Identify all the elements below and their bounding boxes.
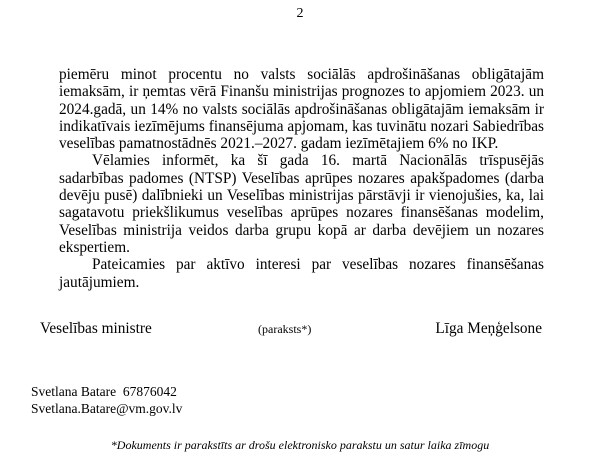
contact-name-phone: Svetlana Batare 67876042: [31, 384, 177, 399]
signature-block: [0, 320, 600, 340]
signatory-title: Veselības ministre: [40, 320, 152, 337]
paragraph-continuation: piemēru minot procentu no valsts sociālās apdrošināšanas obligātajām iemaksām, ir ņemtas vērā Finanšu ministrijas prognozes to apjomiem 2023. un 2024.gadā, un 14% no valsts sociālās apdrošināšanas obligātajām iemaksām ir indikatīvais iezīmējums finansējuma apjomam, kas tuvinātu nozari Sabiedrības veselības pamatnostādnēs 2021.–2027. gadam iezīmētajiem 6% no IKP.: [59, 66, 544, 153]
signature-mark: (paraksts*): [258, 322, 312, 336]
letter-body: [59, 66, 544, 291]
page-number: 2: [296, 6, 304, 21]
signature-footnote: *Dokuments ir parakstīts ar drošu elektronisko parakstu un satur laika zīmogu: [110, 438, 490, 452]
paragraph-working-group: Vēlamies informēt, ka šī gada 16. martā Nacionālās trīspusējās sadarbības padomes (NTSP) Veselības aprūpes nozares apakšpadomes (darba devēju pusē) dalībnieki un Veselības ministrijas pārstāvji ir vienojušies, ka, lai sagatavotu priekšlikumus veselības aprūpes nozares finansēšanas modelim, Veselības ministrija veidos darba grupu kopā ar darba devējiem un nozares ekspertiem.: [59, 152, 544, 256]
paragraph-thanks: Pateicamies par aktīvo interesi par veselības nozares finansēšanas jautājumiem.: [59, 256, 544, 291]
signatory-name: Līga Meņģelsone: [435, 320, 542, 337]
contact-block: [31, 383, 182, 417]
contact-email: Svetlana.Batare@vm.gov.lv: [31, 401, 183, 416]
